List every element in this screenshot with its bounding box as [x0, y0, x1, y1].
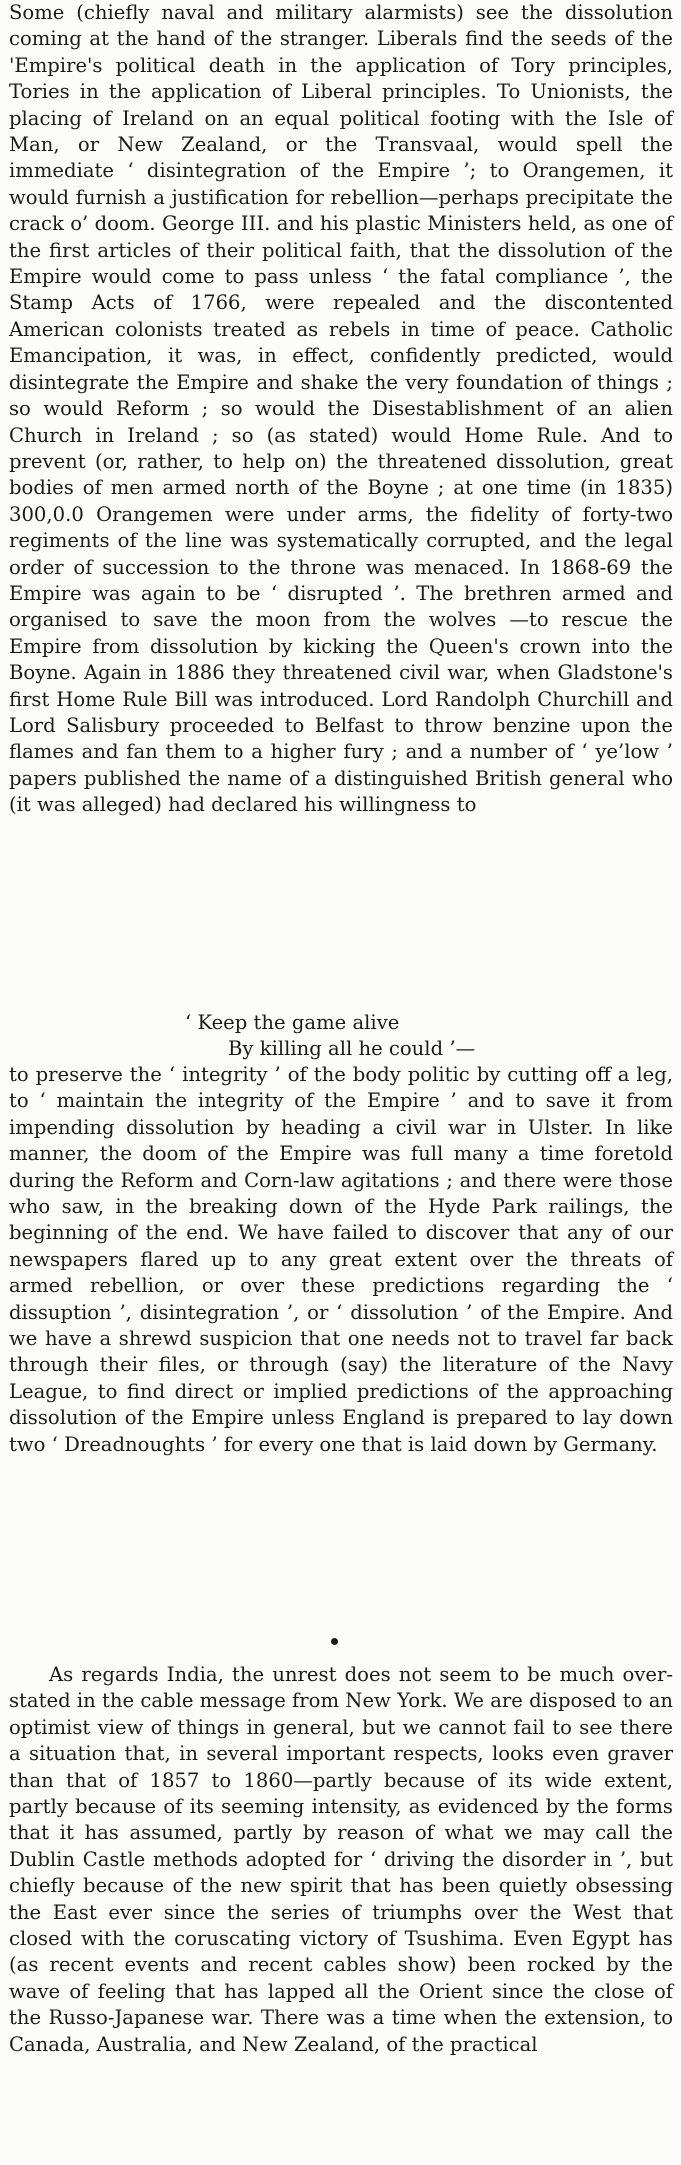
article-paragraph-3: As regards India, the unrest does not seem to be much over-stated in the cable message from New York. We are disposed to an optimist view of things in general, but we cannot fail to see there a situation that, in several important respects, looks even graver than that of 1857 to 1860—partly because of its wide extent, partly because of its seeming intensity, as evidenced by the forms that it has assumed, partly by reason of what we may call the Dublin Castle methods adopted for ‘ driving the disorder in ’, but chiefly because of the new spirit that has been quietly obsessing the East ever since the series of triumphs over the West that closed with the coruscating victory of Tsushima. Even Egypt has (as recent events and recent cables show) been rocked by the wave of feeling that has lapped all the Orient since the close of the Russo-Japanese war. There was a time when the extension, to Canada, Australia, and New Zealand, of the practical	[9, 1663, 673, 2056]
article-paragraph-2: to preserve the ‘ integrity ’ of the body politic by cutting off a leg, to ‘ maintain the integrity of the Empire ’ and to save it from impending dissolution by heading a civil war in Ulster. In like manner, the doom of the Empire was full many a time foretold during the Reform and Corn-law agitations ; and there were those who saw, in the breaking down of the Hyde Park railings, the beginning of the end. We have failed to discover that any of our newspapers flared up to any great extent over the threats of armed rebellion, or over these predictions regarding the ‘ dissuption ’, disintegration ’, or ‘ dissolution ’ of the Empire. And we have a shrewd suspicion that one needs not to travel far back through their files, or through (say) the literature of the Navy League, to find direct or implied predictions of the approaching dissolution of the Empire unless England is prepared to lay down two ‘ Dreadnoughts ’ for every one that is laid down by Germany.	[9, 1063, 673, 1456]
section-separator-dot	[331, 1638, 338, 1645]
article-paragraph-1: Some (chiefly naval and military alarmists) see the dissolution coming at the hand of the stranger. Liberals find the seeds of the 'Empire's political death in the application of Tory principles, Tories in the application of Liberal principles. To Unionists, the placing of Ireland on an equal political footing with the Isle of Man, or New Zealand, or the Transvaal, would spell the immediate ‘ disintegration of the Empire ’; to Orangemen, it would furnish a justification for rebellion—perhaps precipitate the crack o’ doom. George III. and his plastic Ministers held, as one of the first articles of their political faith, that the dissolution of the Empire would come to pass unless ‘ the fatal compliance ’, the Stamp Acts of 1766, were repealed and the discontented American colonists treated as rebels in time of peace. Catholic Emancipation, it was, in effect, confidently predicted, would disintegrate the Empire and shake the very foundation of things ; so would Reform ; so would the Disestablishment of an alien Church in Ireland ; so (as stated) would Home Rule. And to prevent (or, rather, to help on) the threatened dissolution, great bodies of men armed north of the Boyne ; at one time (in 1835) 300,0.0 Orangemen were under arms, the fidelity of forty-two regiments of the line was systematically corrupted, and the legal order of succession to the throne was menaced. In 1868-69 the Empire was again to be ‘ disrupted ’. The brethren armed and organised to save the moon from the wolves —to rescue the Empire from dissolution by kicking the Queen's crown into the Boyne. Again in 1886 they threatened civil war, when Gladstone's first Home Rule Bill was introduced. Lord Randolph Churchill and Lord Salisbury proceeded to Belfast to throw benzine upon the flames and fan them to a higher fury ; and a number of ‘ ye’low ’ papers published the name of a distinguished British general who (it was alleged) had declared his willingness to	[9, 1, 673, 817]
quote-line-2: By killing all he could ’—	[228, 1037, 476, 1060]
quote-line-1: ‘ Keep the game alive	[185, 1011, 400, 1034]
verse-quotation	[0, 1010, 681, 1062]
